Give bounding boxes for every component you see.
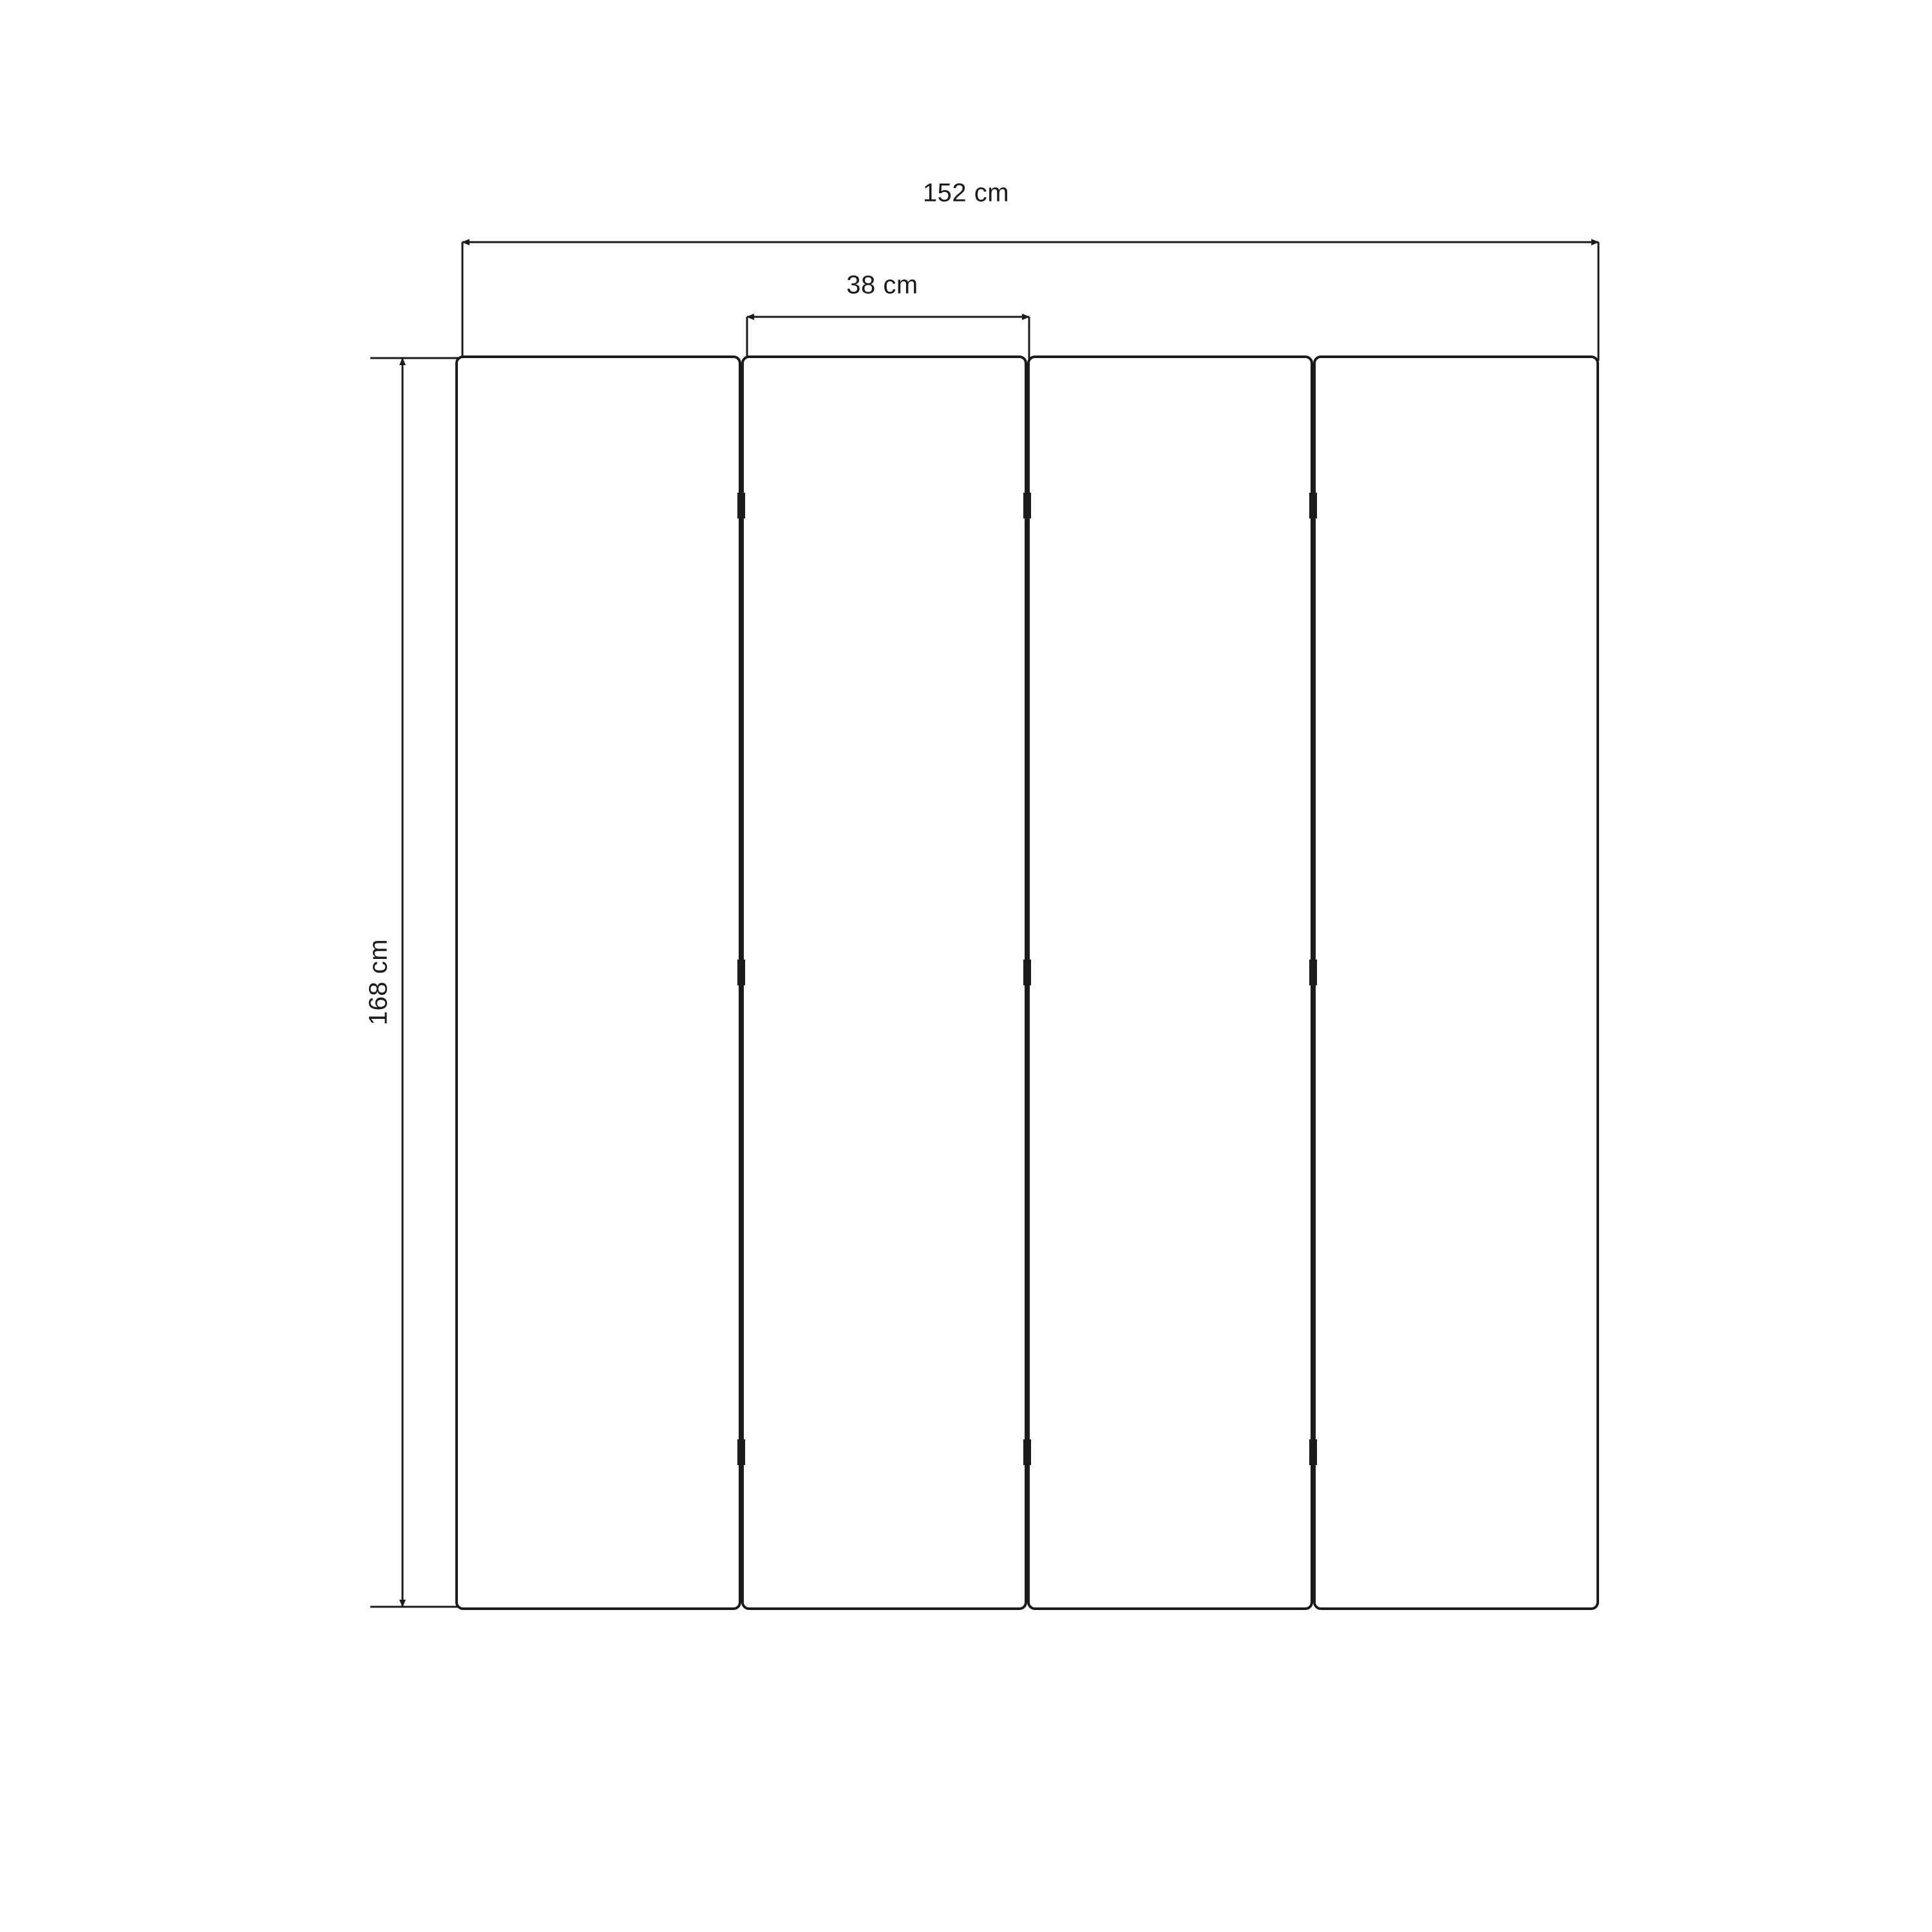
width-dimension bbox=[462, 242, 1598, 361]
hinge-icon bbox=[737, 493, 745, 518]
hinge-icon bbox=[1309, 960, 1317, 985]
panel-width-label: 38 cm bbox=[846, 270, 918, 299]
panel-2 bbox=[743, 357, 1026, 1609]
hinge-icon bbox=[1023, 493, 1031, 518]
overall-height-label: 168 cm bbox=[364, 938, 393, 1026]
hinge-icon bbox=[737, 1439, 745, 1465]
panel-width-dimension bbox=[747, 317, 1029, 361]
hinge-icon bbox=[737, 960, 745, 985]
panel-4 bbox=[1314, 357, 1598, 1609]
panel-3 bbox=[1028, 357, 1312, 1609]
hinge-icon bbox=[1023, 960, 1031, 985]
overall-width-label: 152 cm bbox=[922, 178, 1010, 207]
hinge-icon bbox=[1023, 1439, 1031, 1465]
hinge-icon bbox=[1309, 1439, 1317, 1465]
panel-1 bbox=[457, 357, 740, 1609]
hinge-icon bbox=[1309, 493, 1317, 518]
